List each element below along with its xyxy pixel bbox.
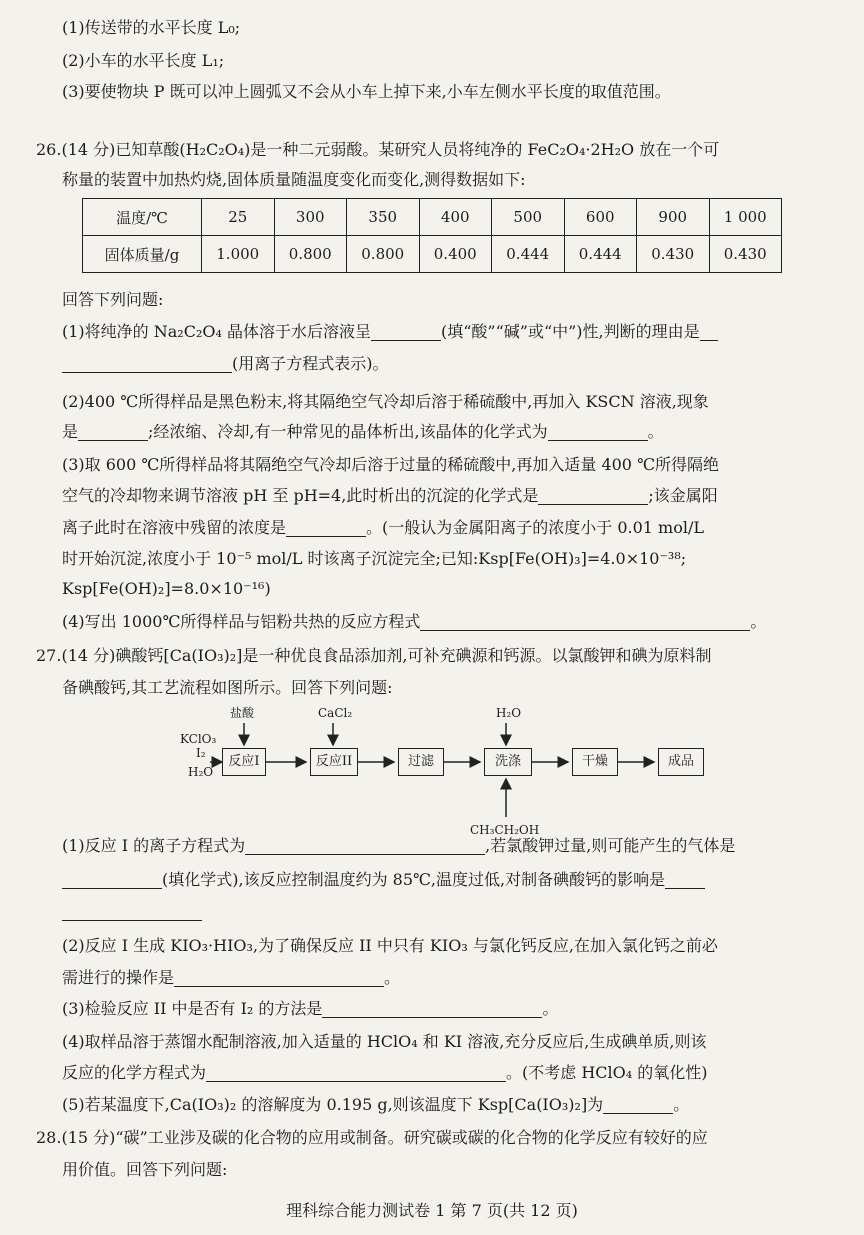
table-cell: 350 xyxy=(347,199,420,236)
answer-blank[interactable] xyxy=(245,836,485,855)
q26-part3-line2: 空气的冷却物来调节溶液 pH 至 pH=4,此时析出的沉淀的化学式是 ;该金属阳 xyxy=(62,486,718,505)
q27-intro-line1: 27.(14 分)碘酸钙[Ca(IO₃)₂]是一种优良食品添加剂,可补充碘源和钙源。以氯酸钾和碘为原料制 xyxy=(36,646,712,665)
q26-part2-line1: (2)400 ℃所得样品是黑色粉末,将其隔绝空气冷却后溶于稀硫酸中,再加入 KSCN 溶液,现象 xyxy=(62,392,709,411)
process-flow-diagram xyxy=(170,705,730,855)
q26-part1-line1: (1)将纯净的 Na₂C₂O₄ 晶体溶于水后溶液呈 (填“酸”“碱”或“中”)性,判断的理由是 xyxy=(62,320,812,344)
answer-blank[interactable] xyxy=(62,902,202,921)
q28-intro-line1: 28.(15 分)“碳”工业涉及碳的化合物的应用或制备。研究碳或碳的化合物的化学反应有较好的应 xyxy=(36,1128,708,1147)
table-cell: 0.430 xyxy=(637,236,710,273)
input-ethanol: CH₃CH₂OH xyxy=(470,823,540,837)
step-reaction-1: 反应I xyxy=(222,748,266,776)
answer-blank[interactable] xyxy=(700,322,718,341)
row-label-mass: 固体质量/g xyxy=(83,236,202,273)
answer-blank[interactable] xyxy=(322,999,542,1018)
q26-part3-line5: Ksp[Fe(OH)₂]=8.0×10⁻¹⁶) xyxy=(62,579,271,598)
q26-part2-line2: 是 ;经浓缩、冷却,有一种常见的晶体析出,该晶体的化学式为 。 xyxy=(62,422,664,441)
input-hcl: 盐酸 xyxy=(230,706,255,720)
flow-arrows xyxy=(170,705,730,855)
table-cell: 1.000 xyxy=(202,236,275,273)
q27-part2-line1: (2)反应 I 生成 KIO₃·HIO₃,为了确保反应 II 中只有 KIO₃ 与氯化钙反应,在加入氯化钙之前必 xyxy=(62,936,718,955)
table-cell: 25 xyxy=(202,199,275,236)
step-product: 成品 xyxy=(658,748,704,776)
q26-part4: (4)写出 1000℃所得样品与铝粉共热的反应方程式 。 xyxy=(62,612,767,631)
q26-part3-line3: 离子此时在溶液中残留的浓度是 。(一般认为金属阳离子的浓度小于 0.01 mol/L xyxy=(62,518,704,537)
q26-part3-line1: (3)取 600 ℃所得样品将其隔绝空气冷却后溶于过量的稀硫酸中,再加入适量 400 ℃所得隔绝 xyxy=(62,455,719,474)
table-cell: 600 xyxy=(564,199,637,236)
input-wash-water: H₂O xyxy=(496,706,522,720)
answer-blank[interactable] xyxy=(548,422,648,441)
step-reaction-2: 反应II xyxy=(310,748,358,776)
q27-part1-line3 xyxy=(62,900,812,924)
q26-part1-line2: (用离子方程式表示)。 xyxy=(62,352,812,376)
q28-intro-line2: 用价值。回答下列问题: xyxy=(62,1160,228,1179)
q26-prompt: 回答下列问题: xyxy=(62,290,164,309)
table-cell: 0.430 xyxy=(709,236,782,273)
input-iodine: I₂ xyxy=(196,746,206,760)
table-cell: 900 xyxy=(637,199,710,236)
table-row-mass xyxy=(83,236,782,273)
q25-part2: (2)小车的水平长度 L₁; xyxy=(62,51,225,70)
table-cell: 1 000 xyxy=(709,199,782,236)
answer-blank[interactable] xyxy=(371,322,441,341)
answer-blank[interactable] xyxy=(206,1063,506,1082)
data-table xyxy=(82,198,782,273)
answer-blank[interactable] xyxy=(174,968,384,987)
input-kclo3: KClO₃ xyxy=(180,732,217,746)
answer-blank[interactable] xyxy=(62,354,232,373)
q27-part1-line2: (填化学式),该反应控制温度约为 85℃,温度过低,对制备碘酸钙的影响是 xyxy=(62,868,812,892)
q26-intro-line2: 称量的装置中加热灼烧,固体质量随温度变化而变化,测得数据如下: xyxy=(62,170,526,189)
step-wash: 洗涤 xyxy=(484,748,532,776)
answer-blank[interactable] xyxy=(78,422,148,441)
q26-intro-line1: 26.(14 分)已知草酸(H₂C₂O₄)是一种二元弱酸。某研究人员将纯净的 FeC₂O₄·2H₂O 放在一个可 xyxy=(36,140,720,159)
answer-blank[interactable] xyxy=(538,486,648,505)
table-cell: 400 xyxy=(419,199,492,236)
page-footer: 理科综合能力测试卷 1 第 7 页(共 12 页) xyxy=(286,1201,578,1220)
table-cell: 0.444 xyxy=(564,236,637,273)
q27-part5: (5)若某温度下,Ca(IO₃)₂ 的溶解度为 0.195 g,则该温度下 Ksp[Ca(IO₃)₂]为 。 xyxy=(62,1095,690,1114)
answer-blank[interactable] xyxy=(420,612,750,631)
table-cell: 0.800 xyxy=(347,236,420,273)
q27-part3: (3)检验反应 II 中是否有 I₂ 的方法是 。 xyxy=(62,999,559,1018)
row-label-temperature: 温度/℃ xyxy=(83,199,202,236)
table-cell: 300 xyxy=(274,199,347,236)
q27-part1-line1: (1)反应 I 的离子方程式为 ,若氯酸钾过量,则可能产生的气体是 xyxy=(62,836,736,855)
input-cacl2: CaCl₂ xyxy=(318,706,353,720)
answer-blank[interactable] xyxy=(286,518,366,537)
table-cell: 0.444 xyxy=(492,236,565,273)
table-cell: 500 xyxy=(492,199,565,236)
table-row-temperature xyxy=(83,199,782,236)
q27-intro-line2: 备碘酸钙,其工艺流程如图所示。回答下列问题: xyxy=(62,678,393,697)
q25-part3: (3)要使物块 P 既可以冲上圆弧又不会从小车上掉下来,小车左侧水平长度的取值范围。 xyxy=(62,82,671,101)
step-filter: 过滤 xyxy=(398,748,444,776)
step-dry: 干燥 xyxy=(572,748,618,776)
q27-part4-line1: (4)取样品溶于蒸馏水配制溶液,加入适量的 HClO₄ 和 KI 溶液,充分反应后,生成碘单质,则该 xyxy=(62,1032,707,1051)
answer-blank[interactable] xyxy=(62,870,162,889)
input-water: H₂O xyxy=(188,765,214,779)
table-cell: 0.400 xyxy=(419,236,492,273)
answer-blank[interactable] xyxy=(603,1095,673,1114)
q25-part1: (1)传送带的水平长度 L₀; xyxy=(62,18,241,37)
q26-part3-line4: 时开始沉淀,浓度小于 10⁻⁵ mol/L 时该离子沉淀完全;已知:Ksp[Fe(OH)₃]=4.0×10⁻³⁸; xyxy=(62,549,687,568)
q27-part4-line2: 反应的化学方程式为 。(不考虑 HClO₄ 的氧化性) xyxy=(62,1063,708,1082)
q27-part2-line2: 需进行的操作是 。 xyxy=(62,968,401,987)
table-cell: 0.800 xyxy=(274,236,347,273)
answer-blank[interactable] xyxy=(665,870,705,889)
